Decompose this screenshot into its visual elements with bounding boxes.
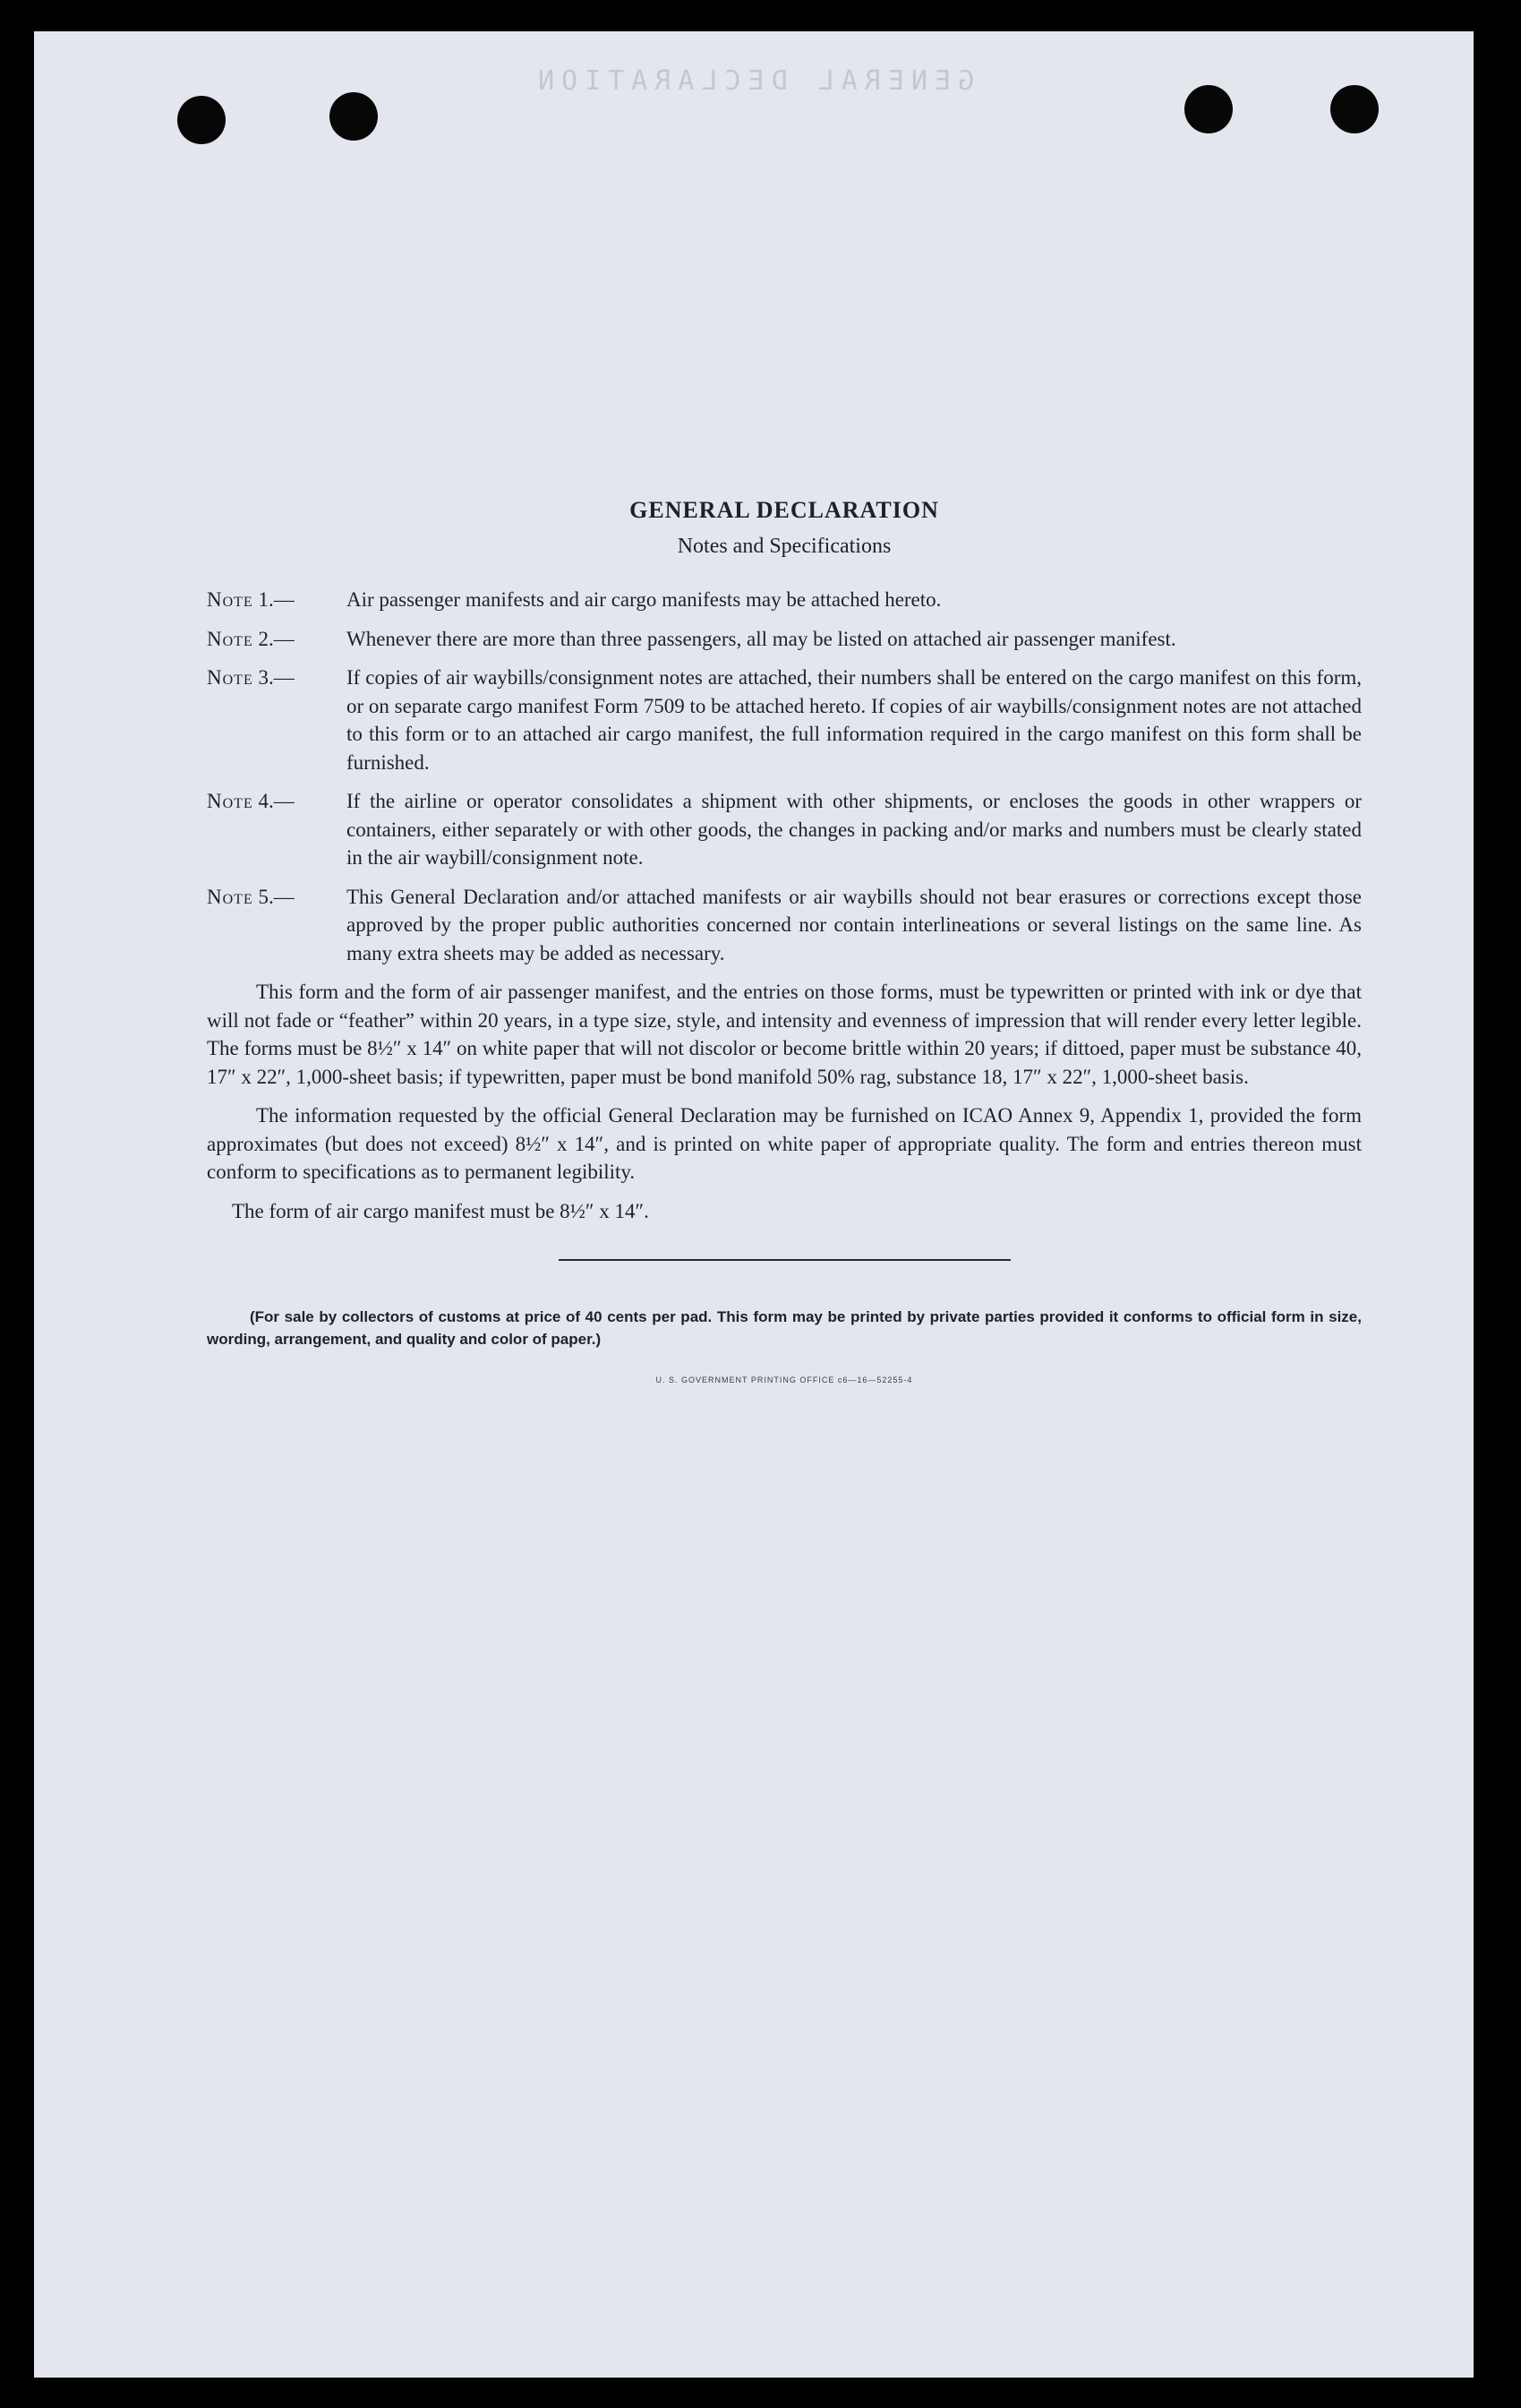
note-label: Note 1.— xyxy=(207,588,295,611)
divider xyxy=(559,1259,1011,1261)
note-5 xyxy=(207,883,1362,968)
note-label: Note 4.— xyxy=(207,790,295,812)
note-4 xyxy=(207,787,1362,872)
notes-list xyxy=(207,586,1362,967)
punch-hole xyxy=(329,92,378,141)
note-1 xyxy=(207,586,1362,614)
note-2 xyxy=(207,625,1362,654)
note-label: Note 5.— xyxy=(207,885,295,908)
punch-hole xyxy=(1184,85,1233,133)
note-text: Whenever there are more than three passengers, all may be listed on attached air passenger manifest. xyxy=(346,627,1176,650)
paragraph-3: The form of air cargo manifest must be 8½″ x 14″. xyxy=(232,1199,649,1222)
note-label: Note 3.— xyxy=(207,666,295,689)
paragraph-1: This form and the form of air passenger manifest, and the entries on those forms, must be typewritten or printed with ink or dye that will not fade or “feather” within 20 years, in a type size, style, and intensity and evenness of impression that will render every letter legible. The forms must be 8½″ x 14″ on white paper that will not discolor or become brittle within 20 years; if dittoed, paper must be substance 40, 17″ x 22″, 1,000-sheet basis; if typewritten, paper must be bond manifold 50% rag, substance 18, 17″ x 22″, 1,000-sheet basis. xyxy=(207,981,1362,1088)
punch-hole xyxy=(177,96,226,144)
sale-note: (For sale by collectors of customs at price of 40 cents per pad. This form may be printed by private parties provided it conforms to official form in size, wording, arrangement, and quality and color of paper.) xyxy=(207,1308,1362,1348)
page-title: GENERAL DECLARATION xyxy=(629,497,939,523)
note-text: If the airline or operator consolidates a shipment with other shipments, or encloses the goods in other wrappers or containers, either separately or with other goods, the changes in packing and/or marks and numbers must be clearly stated in the air waybill/consignment note. xyxy=(346,790,1362,869)
note-text: This General Declaration and/or attached manifests or air waybills should not bear erasures or corrections except those approved by the proper public authorities concerned nor contain interlineations or several listings on the same line. As many extra sheets may be added as necessary. xyxy=(346,885,1362,964)
note-label: Note 2.— xyxy=(207,627,295,650)
notes-and-specifications xyxy=(207,497,1362,1384)
note-text: Air passenger manifests and air cargo manifests may be attached hereto. xyxy=(346,588,942,611)
paragraph-2: The information requested by the official General Declaration may be furnished on ICAO Annex 9, Appendix 1, provided the form approximates (but does not exceed) 8½″ x 14″, and is printed on white paper of appropriate quality. The form and entries thereon must conform to specifications as to permanent legibility. xyxy=(207,1104,1362,1183)
punch-hole xyxy=(1330,85,1379,133)
page-subtitle: Notes and Specifications xyxy=(677,535,892,558)
specification-paragraphs xyxy=(207,978,1362,1225)
show-through-heading: GENERAL DECLARATION xyxy=(531,65,975,97)
document-sheet xyxy=(34,31,1474,2378)
note-3 xyxy=(207,664,1362,776)
note-text: If copies of air waybills/consignment notes are attached, their numbers shall be entered on the cargo manifest on this form, or on separate cargo manifest Form 7509 to be attached hereto. If copies of air waybills/consignment notes are not attached to this form or to an attached air cargo manifest, the full information required in the cargo manifest on this form shall be furnished. xyxy=(346,666,1362,774)
printing-office-line: U. S. GOVERNMENT PRINTING OFFICE c6—16—52255-4 xyxy=(655,1375,913,1384)
